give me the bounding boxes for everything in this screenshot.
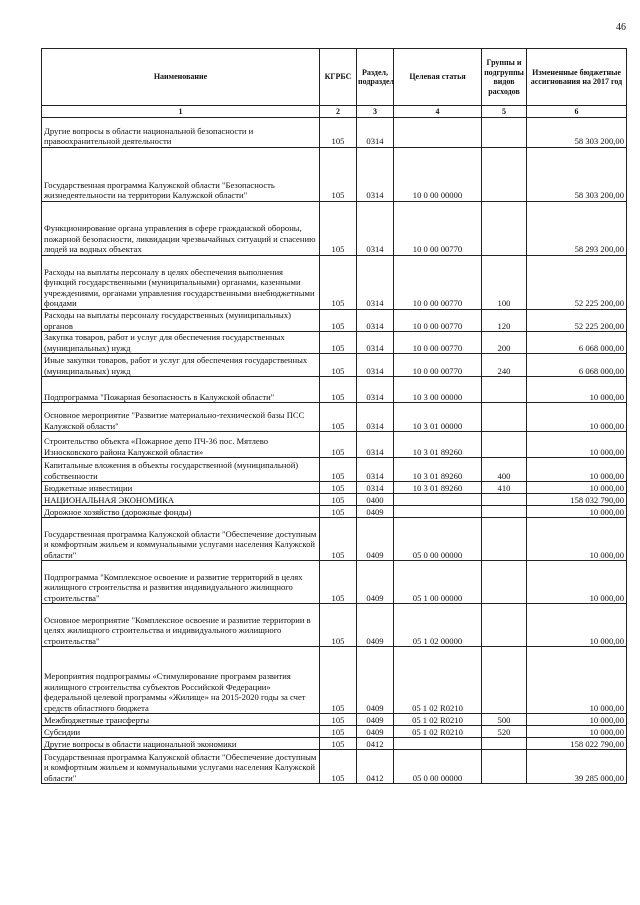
- table-row: [42, 750, 627, 784]
- table-row: [42, 403, 627, 432]
- row-kgrbs-cell: 105: [320, 202, 357, 256]
- row-kgrbs-cell: 105: [320, 518, 357, 561]
- row-name-cell: Иные закупки товаров, работ и услуг для обеспечения государственных (муниципальных) нужд: [42, 354, 320, 377]
- row-section-cell: 0314: [357, 148, 394, 202]
- row-section-cell: 0314: [357, 310, 394, 332]
- column-number: 1: [42, 106, 320, 118]
- row-kgrbs-cell: 105: [320, 494, 357, 506]
- row-kgrbs-cell: 105: [320, 377, 357, 403]
- row-target-cell: 05 1 02 00000: [394, 604, 482, 647]
- row-target-cell: 10 0 00 00770: [394, 332, 482, 354]
- row-amount-cell: 158 022 790,00: [527, 738, 627, 750]
- row-target-cell: [394, 506, 482, 518]
- row-target-cell: 05 1 02 R0210: [394, 726, 482, 738]
- table-row: [42, 354, 627, 377]
- row-name-cell: Основное мероприятие "Развитие материально-технической базы ПСС Калужской области": [42, 403, 320, 432]
- row-section-cell: 0314: [357, 118, 394, 148]
- header-target: Целевая статья: [394, 49, 482, 106]
- row-name-cell: Государственная программа Калужской области "Безопасность жизнедеятельности на территории Калужской области": [42, 148, 320, 202]
- row-name-cell: Подпрограмма "Комплексное освоение и развитие территорий в целях жилищного строительства и развития индивидуального жилищного строительства": [42, 561, 320, 604]
- row-section-cell: 0314: [357, 458, 394, 482]
- column-number: 5: [482, 106, 527, 118]
- row-group-cell: 400: [482, 458, 527, 482]
- row-name-cell: Расходы на выплаты персоналу в целях обеспечения выполнения функций государственными (муниципальными) органами, казенными учреждениями, органами управления государственными внебюджетными фондами: [42, 256, 320, 310]
- row-section-cell: 0412: [357, 738, 394, 750]
- table-row: [42, 726, 627, 738]
- row-group-cell: 240: [482, 354, 527, 377]
- row-kgrbs-cell: 105: [320, 738, 357, 750]
- row-name-cell: Бюджетные инвестиции: [42, 482, 320, 494]
- row-name-cell: Межбюджетные трансферты: [42, 714, 320, 726]
- row-target-cell: 10 0 00 00770: [394, 310, 482, 332]
- row-amount-cell: 58 303 200,00: [527, 148, 627, 202]
- table-row: [42, 518, 627, 561]
- column-number: 6: [527, 106, 627, 118]
- row-kgrbs-cell: 105: [320, 403, 357, 432]
- table-row: [42, 148, 627, 202]
- row-group-cell: [482, 432, 527, 458]
- row-amount-cell: 58 293 200,00: [527, 202, 627, 256]
- row-group-cell: [482, 118, 527, 148]
- column-number: 2: [320, 106, 357, 118]
- row-kgrbs-cell: 105: [320, 506, 357, 518]
- row-amount-cell: 158 032 790,00: [527, 494, 627, 506]
- row-target-cell: 05 1 02 R0210: [394, 647, 482, 714]
- budget-table: [41, 48, 627, 784]
- row-name-cell: Функционирование органа управления в сфере гражданской обороны, пожарной безопасности, ликвидации чрезвычайных ситуаций и спасению людей на водных объектах: [42, 202, 320, 256]
- page-number: 46: [616, 22, 626, 33]
- row-section-cell: 0314: [357, 202, 394, 256]
- row-target-cell: 10 3 01 89260: [394, 458, 482, 482]
- row-kgrbs-cell: 105: [320, 432, 357, 458]
- header-group: Группы и подгруппы видов расходов: [482, 49, 527, 106]
- table-row: [42, 714, 627, 726]
- row-amount-cell: 10 000,00: [527, 647, 627, 714]
- row-group-cell: 410: [482, 482, 527, 494]
- row-section-cell: 0409: [357, 604, 394, 647]
- row-amount-cell: 6 068 000,00: [527, 332, 627, 354]
- row-group-cell: [482, 750, 527, 784]
- row-amount-cell: 10 000,00: [527, 604, 627, 647]
- row-target-cell: 10 3 01 89260: [394, 482, 482, 494]
- row-target-cell: 10 3 01 89260: [394, 432, 482, 458]
- row-group-cell: 120: [482, 310, 527, 332]
- row-target-cell: 05 0 00 00000: [394, 750, 482, 784]
- row-kgrbs-cell: 105: [320, 561, 357, 604]
- row-name-cell: Государственная программа Калужской области "Обеспечение доступным и комфортным жильем и коммунальными услугами населения Калужской области": [42, 750, 320, 784]
- row-group-cell: 200: [482, 332, 527, 354]
- row-section-cell: 0314: [357, 332, 394, 354]
- row-amount-cell: 6 068 000,00: [527, 354, 627, 377]
- row-kgrbs-cell: 105: [320, 354, 357, 377]
- row-amount-cell: 39 285 000,00: [527, 750, 627, 784]
- row-name-cell: Другие вопросы в области национальной экономики: [42, 738, 320, 750]
- row-group-cell: [482, 738, 527, 750]
- row-kgrbs-cell: 105: [320, 148, 357, 202]
- row-kgrbs-cell: 105: [320, 332, 357, 354]
- row-section-cell: 0400: [357, 494, 394, 506]
- column-number-row: [42, 106, 627, 118]
- table-header-row: [42, 49, 627, 106]
- table-row: [42, 482, 627, 494]
- row-amount-cell: 10 000,00: [527, 458, 627, 482]
- table-row: [42, 118, 627, 148]
- header-section: Раздел, подраздел: [357, 49, 394, 106]
- row-amount-cell: 10 000,00: [527, 403, 627, 432]
- table-row: [42, 377, 627, 403]
- row-group-cell: [482, 647, 527, 714]
- row-target-cell: [394, 738, 482, 750]
- row-target-cell: 05 0 00 00000: [394, 518, 482, 561]
- row-kgrbs-cell: 105: [320, 256, 357, 310]
- row-kgrbs-cell: 105: [320, 310, 357, 332]
- row-target-cell: 10 3 00 00000: [394, 377, 482, 403]
- table-row: [42, 332, 627, 354]
- row-name-cell: Закупка товаров, работ и услуг для обеспечения государственных (муниципальных) нужд: [42, 332, 320, 354]
- row-target-cell: 05 1 00 00000: [394, 561, 482, 604]
- table-row: [42, 432, 627, 458]
- row-section-cell: 0314: [357, 354, 394, 377]
- row-name-cell: Государственная программа Калужской области "Обеспечение доступным и комфортным жильем и коммунальными услугами населения Калужской области": [42, 518, 320, 561]
- row-amount-cell: 58 303 200,00: [527, 118, 627, 148]
- row-name-cell: Строительство объекта «Пожарное депо ПЧ-36 пос. Мятлево Износковского района Калужской области»: [42, 432, 320, 458]
- row-name-cell: Субсидии: [42, 726, 320, 738]
- row-kgrbs-cell: 105: [320, 482, 357, 494]
- row-section-cell: 0314: [357, 482, 394, 494]
- header-kgrbs: КГРБС: [320, 49, 357, 106]
- row-target-cell: 10 0 00 00000: [394, 148, 482, 202]
- table-row: [42, 506, 627, 518]
- row-target-cell: [394, 494, 482, 506]
- row-section-cell: 0409: [357, 647, 394, 714]
- row-group-cell: [482, 202, 527, 256]
- row-target-cell: 05 1 02 R0210: [394, 714, 482, 726]
- row-group-cell: [482, 518, 527, 561]
- row-section-cell: 0314: [357, 432, 394, 458]
- row-amount-cell: 52 225 200,00: [527, 310, 627, 332]
- row-name-cell: Мероприятия подпрограммы «Стимулирование программ развития жилищного строительства субъектов Российской Федерации» федеральной целевой программы «Жилище» на 2015-2020 годы за счет средств областного бюджета: [42, 647, 320, 714]
- row-group-cell: [482, 561, 527, 604]
- row-group-cell: [482, 506, 527, 518]
- row-amount-cell: 10 000,00: [527, 377, 627, 403]
- table-row: [42, 494, 627, 506]
- column-number: 4: [394, 106, 482, 118]
- row-section-cell: 0314: [357, 377, 394, 403]
- row-section-cell: 0409: [357, 714, 394, 726]
- row-kgrbs-cell: 105: [320, 604, 357, 647]
- row-name-cell: Подпрограмма "Пожарная безопасность в Калужской области": [42, 377, 320, 403]
- row-kgrbs-cell: 105: [320, 118, 357, 148]
- row-group-cell: [482, 148, 527, 202]
- row-amount-cell: 52 225 200,00: [527, 256, 627, 310]
- table-row: [42, 310, 627, 332]
- row-name-cell: Расходы на выплаты персоналу государственных (муниципальных) органов: [42, 310, 320, 332]
- row-amount-cell: 10 000,00: [527, 482, 627, 494]
- header-amount: Измененные бюджетные ассигнования на 2017 год: [527, 49, 627, 106]
- row-amount-cell: 10 000,00: [527, 714, 627, 726]
- row-section-cell: 0412: [357, 750, 394, 784]
- row-section-cell: 0409: [357, 518, 394, 561]
- row-amount-cell: 10 000,00: [527, 726, 627, 738]
- table-row: [42, 256, 627, 310]
- row-section-cell: 0314: [357, 256, 394, 310]
- row-amount-cell: 10 000,00: [527, 506, 627, 518]
- row-amount-cell: 10 000,00: [527, 561, 627, 604]
- row-target-cell: [394, 118, 482, 148]
- column-number: 3: [357, 106, 394, 118]
- row-group-cell: [482, 377, 527, 403]
- row-kgrbs-cell: 105: [320, 750, 357, 784]
- row-section-cell: 0409: [357, 506, 394, 518]
- row-group-cell: 100: [482, 256, 527, 310]
- row-group-cell: [482, 494, 527, 506]
- row-amount-cell: 10 000,00: [527, 432, 627, 458]
- row-target-cell: 10 0 00 00770: [394, 354, 482, 377]
- table-row: [42, 647, 627, 714]
- row-target-cell: 10 0 00 00770: [394, 202, 482, 256]
- row-section-cell: 0409: [357, 561, 394, 604]
- row-name-cell: НАЦИОНАЛЬНАЯ ЭКОНОМИКА: [42, 494, 320, 506]
- row-section-cell: 0409: [357, 726, 394, 738]
- row-group-cell: 520: [482, 726, 527, 738]
- row-group-cell: 500: [482, 714, 527, 726]
- table-body: [42, 118, 627, 784]
- row-name-cell: Дорожное хозяйство (дорожные фонды): [42, 506, 320, 518]
- table-row: [42, 202, 627, 256]
- row-section-cell: 0314: [357, 403, 394, 432]
- row-kgrbs-cell: 105: [320, 458, 357, 482]
- row-target-cell: 10 3 01 00000: [394, 403, 482, 432]
- row-group-cell: [482, 403, 527, 432]
- header-name: Наименование: [42, 49, 320, 106]
- row-name-cell: Основное мероприятие "Комплексное освоение и развитие территории в целях жилищного строительства и индивидуального жилищного строительства": [42, 604, 320, 647]
- table-row: [42, 458, 627, 482]
- row-kgrbs-cell: 105: [320, 726, 357, 738]
- table-row: [42, 738, 627, 750]
- row-amount-cell: 10 000,00: [527, 518, 627, 561]
- table-row: [42, 604, 627, 647]
- table-row: [42, 561, 627, 604]
- row-kgrbs-cell: 105: [320, 647, 357, 714]
- row-group-cell: [482, 604, 527, 647]
- row-target-cell: 10 0 00 00770: [394, 256, 482, 310]
- row-kgrbs-cell: 105: [320, 714, 357, 726]
- row-name-cell: Капитальные вложения в объекты государственной (муниципальной) собственности: [42, 458, 320, 482]
- row-name-cell: Другие вопросы в области национальной безопасности и правоохранительной деятельности: [42, 118, 320, 148]
